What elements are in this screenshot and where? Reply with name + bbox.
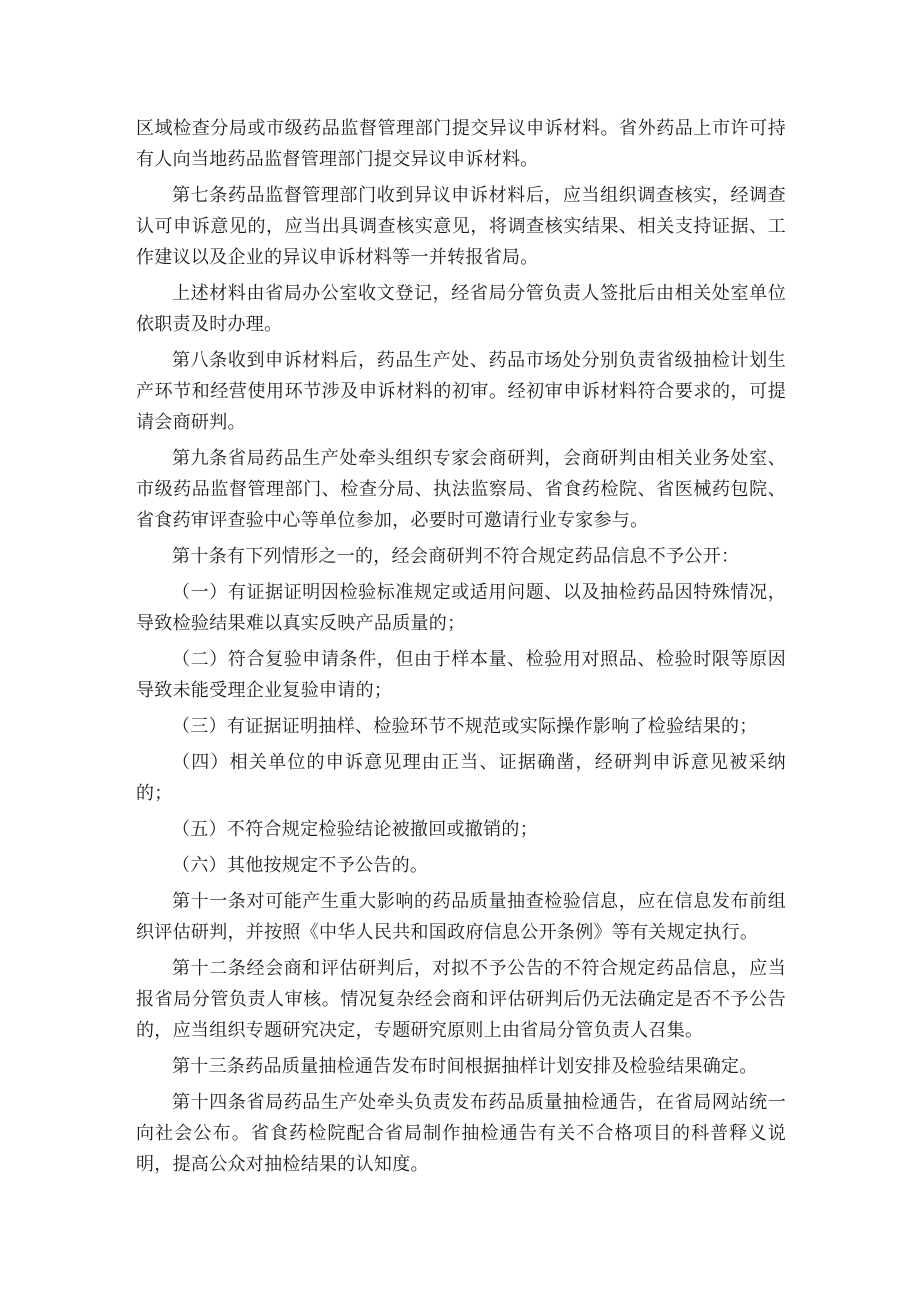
paragraph-continuation: 区域检查分局或市级药品监督管理部门提交异议申诉材料。省外药品上市许可持有人向当地药品监督管理部门提交异议申诉材料。 <box>136 118 786 170</box>
article-11: 第十一条对可能产生重大影响的药品质量抽查检验信息，应在信息发布前组织评估研判，并按照《中华人民共和国政府信息公开条例》等有关规定执行。 <box>136 891 786 943</box>
article-10-item-5: （五）不符合规定检验结论被撤回或撤销的； <box>172 819 538 840</box>
article-10-item-1: （一）有证据证明因检验标准规定或适用问题、以及抽检药品因特殊情况，导致检验结果难以真实反映产品质量的； <box>136 582 786 634</box>
article-10-item-6: （六）其他按规定不予公告的。 <box>172 855 429 876</box>
article-10: 第十条有下列情形之一的，经会商研判不符合规定药品信息不予公开： <box>172 546 740 567</box>
article-8: 第八条收到申诉材料后，药品生产处、药品市场处分别负责省级抽检计划生产环节和经营使用环节涉及申诉材料的初审。经初审申诉材料符合要求的，可提请会商研判。 <box>136 350 786 433</box>
article-14: 第十四条省局药品生产处牵头负责发布药品质量抽检通告，在省局网站统一向社会公布。省食药检院配合省局制作抽检通告有关不合格项目的科普释义说明，提高公众对抽检结果的认知度。 <box>136 1092 786 1175</box>
article-12: 第十二条经会商和评估研判后，对拟不予公告的不符合规定药品信息，应当报省局分管负责人审核。情况复杂经会商和评估研判后仍无法确定是否不予公告的，应当组织专题研究决定，专题研究原则上由省局分管负责人召集。 <box>136 958 786 1041</box>
document-page <box>136 113 786 1185</box>
article-9: 第九条省局药品生产处牵头组织专家会商研判，会商研判由相关业务处室、市级药品监督管理部门、检查分局、执法监察局、省食药检院、省医械药包院、省食药审评查验中心等单位参加，必要时可邀请行业专家参与。 <box>136 448 786 531</box>
article-7-note: 上述材料由省局办公室收文登记，经省局分管负责人签批后由相关处室单位依职责及时办理。 <box>136 283 786 335</box>
article-10-item-4: （四）相关单位的申诉意见理由正当、证据确凿，经研判申诉意见被采纳的； <box>136 752 786 804</box>
article-13: 第十三条药品质量抽检通告发布时间根据抽样计划安排及检验结果确定。 <box>172 1056 758 1077</box>
article-10-item-2: （二）符合复验申请条件，但由于样本量、检验用对照品、检验时限等原因导致未能受理企业复验申请的； <box>136 649 786 701</box>
article-10-item-3: （三）有证据证明抽样、检验环节不规范或实际操作影响了检验结果的； <box>172 716 758 737</box>
article-7: 第七条药品监督管理部门收到异议申诉材料后，应当组织调查核实，经调查认可申诉意见的，应当出具调查核实意见，将调查核实结果、相关支持证据、工作建议以及企业的异议申诉材料等一并转报省局。 <box>136 185 786 268</box>
